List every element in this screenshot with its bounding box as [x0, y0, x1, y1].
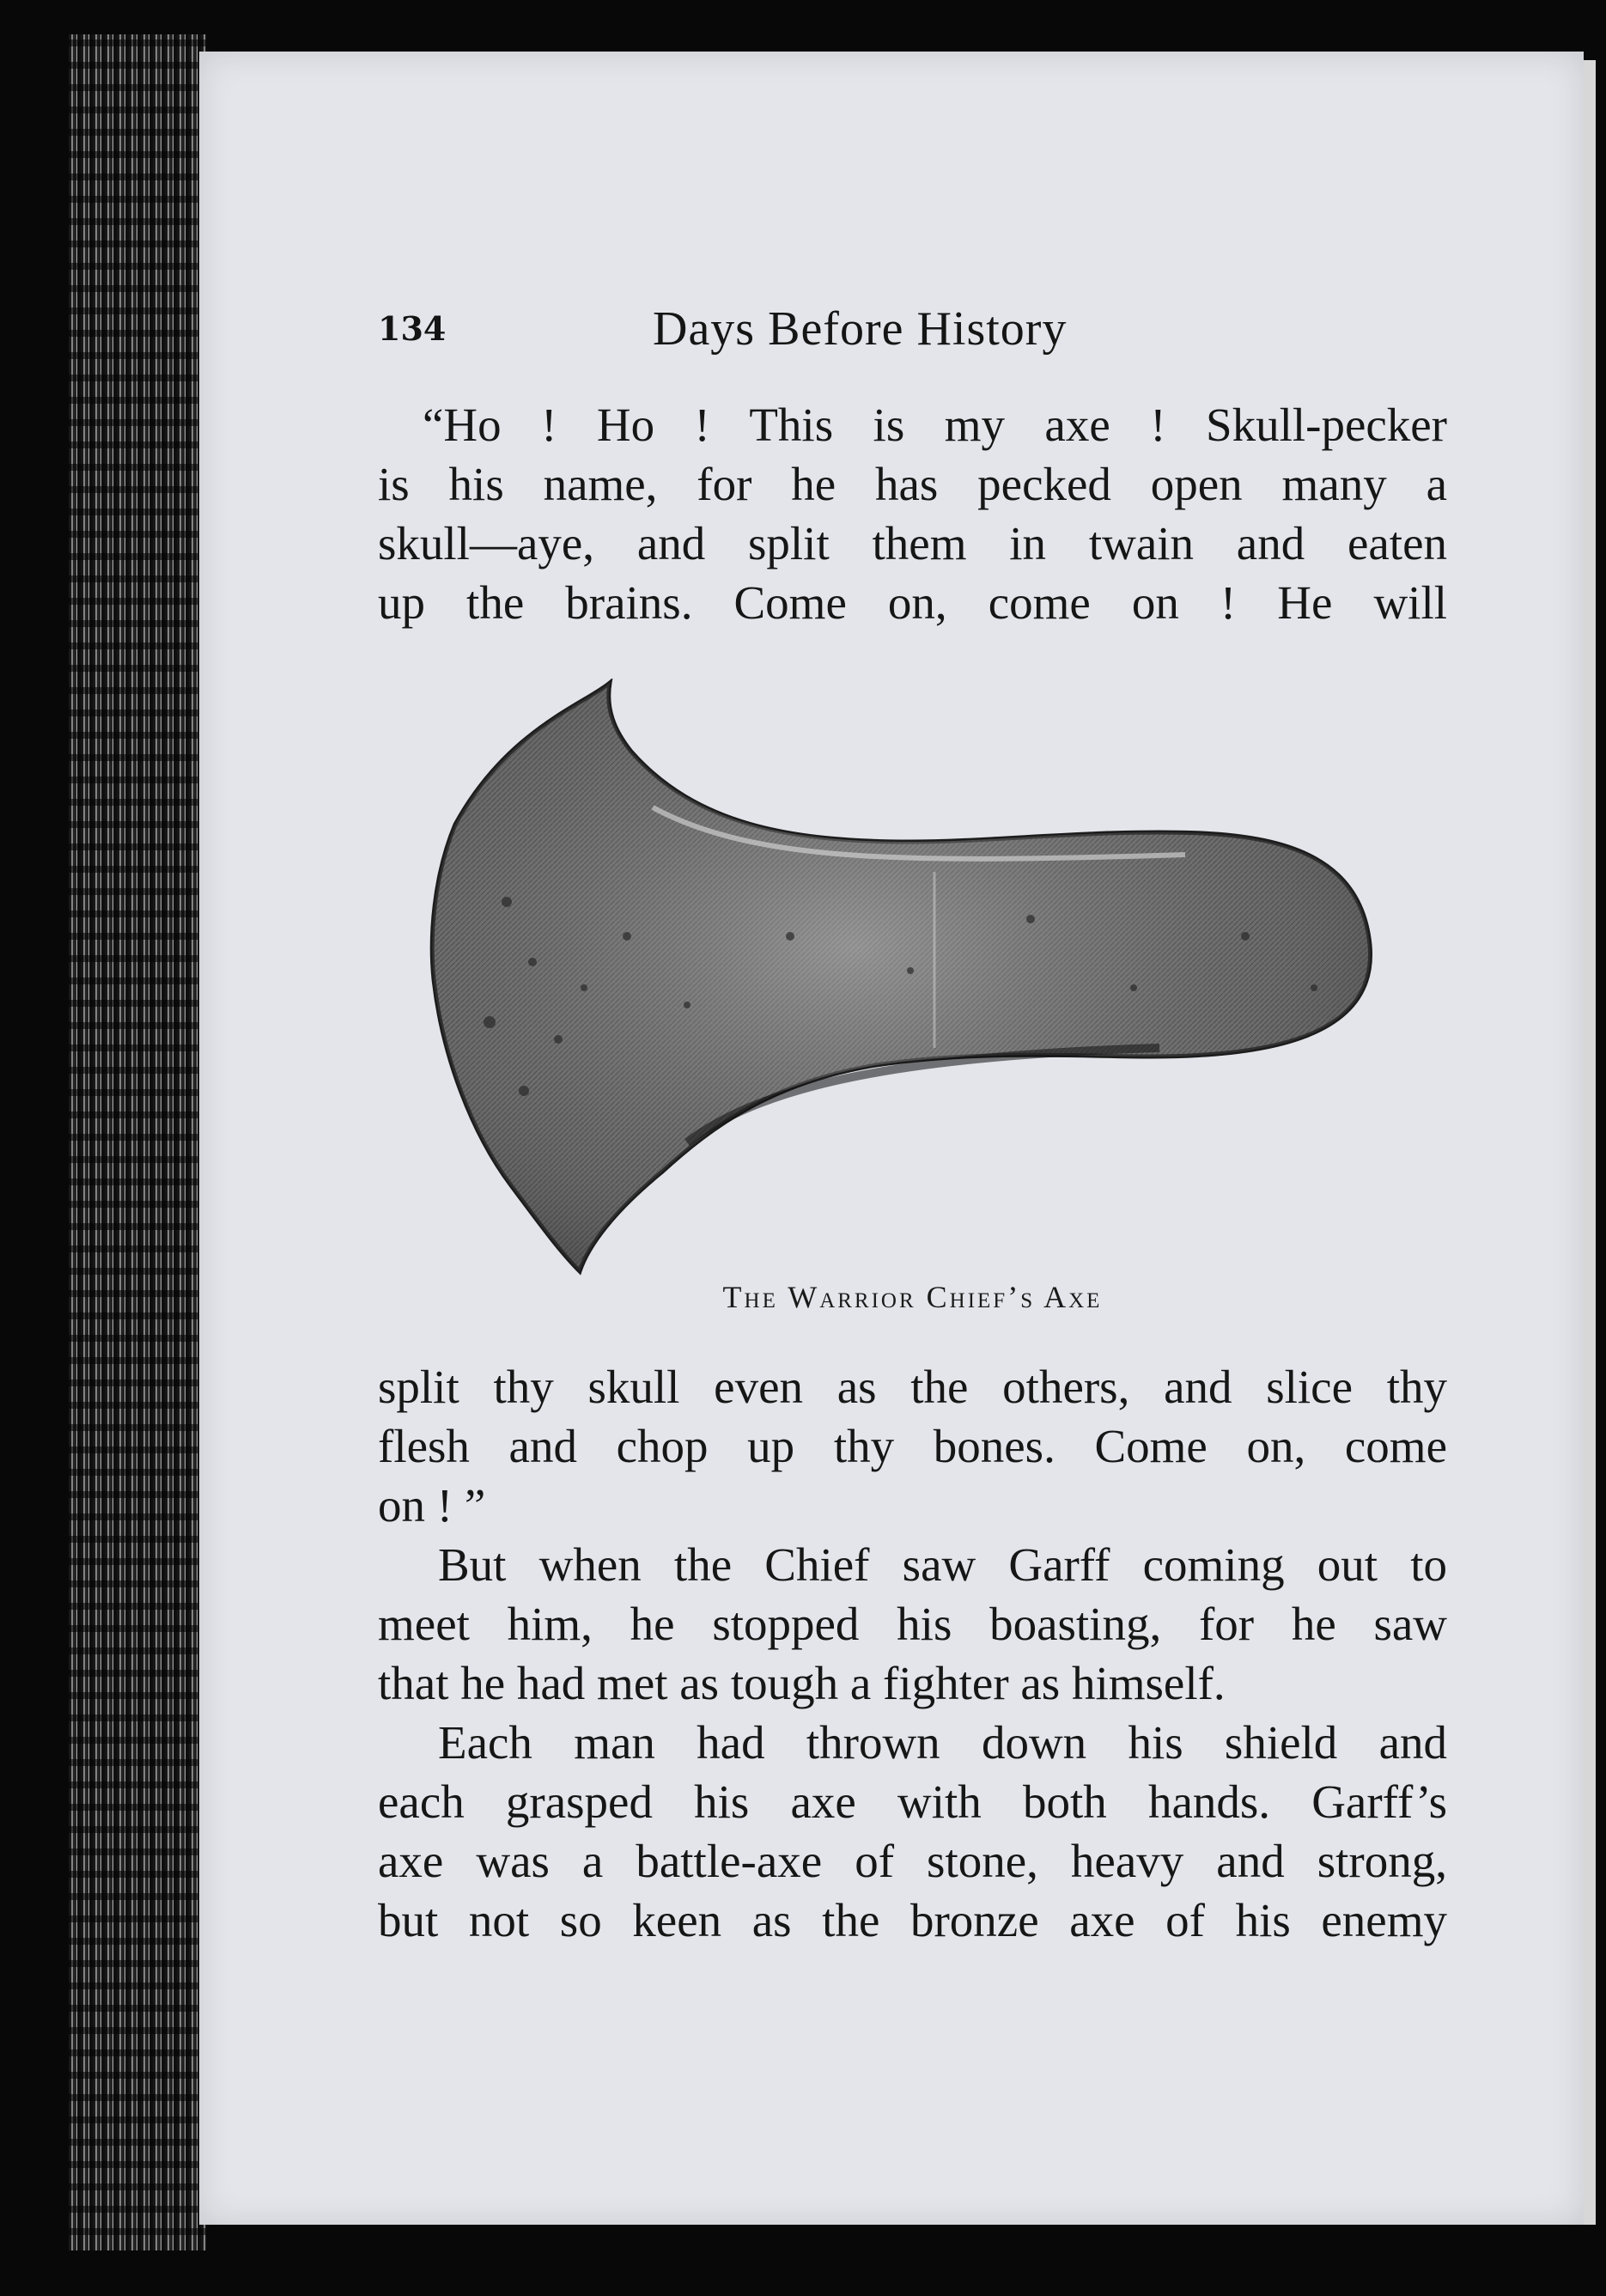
- text-line: each grasped his axe with both hands. Garff’s: [378, 1775, 1447, 1828]
- text-line: But when the Chief saw Garff coming out to: [438, 1538, 1447, 1591]
- text-line: is his name, for he has pecked open many a: [378, 458, 1447, 510]
- text-line: meet him, he stopped his boasting, for he saw: [378, 1598, 1447, 1650]
- paragraph-bottom: [378, 1357, 1447, 1950]
- page-right-edge: [1584, 60, 1596, 2225]
- text-line: flesh and chop up thy bones. Come on, come: [378, 1420, 1447, 1472]
- text-line: skull—aye, and split them in twain and eaten: [378, 517, 1447, 569]
- text-line: split thy skull even as the others, and slice thy: [378, 1361, 1447, 1413]
- text-line: that he had met as tough a fighter as himself.: [378, 1657, 1226, 1709]
- axe-engraving: [429, 679, 1391, 1280]
- running-head: [378, 299, 1460, 359]
- paragraph-top: [378, 395, 1447, 632]
- book-page-edges: [69, 34, 206, 2250]
- axe-illustration: [429, 679, 1391, 1280]
- text-line: up the brains. Come on, come on ! He will: [378, 576, 1447, 629]
- text-line: “Ho ! Ho ! This is my axe ! Skull-pecker: [423, 399, 1447, 451]
- running-title: Days Before History: [653, 302, 1068, 356]
- text-line: but not so keen as the bronze axe of his enemy: [378, 1894, 1447, 1946]
- text-line: on ! ”: [378, 1479, 486, 1532]
- figure-caption: The Warrior Chief’s Axe: [722, 1280, 1103, 1314]
- text-line: Each man had thrown down his shield and: [438, 1716, 1447, 1769]
- text-line: axe was a battle-axe of stone, heavy and strong,: [378, 1835, 1447, 1887]
- page-number: 134: [378, 309, 447, 348]
